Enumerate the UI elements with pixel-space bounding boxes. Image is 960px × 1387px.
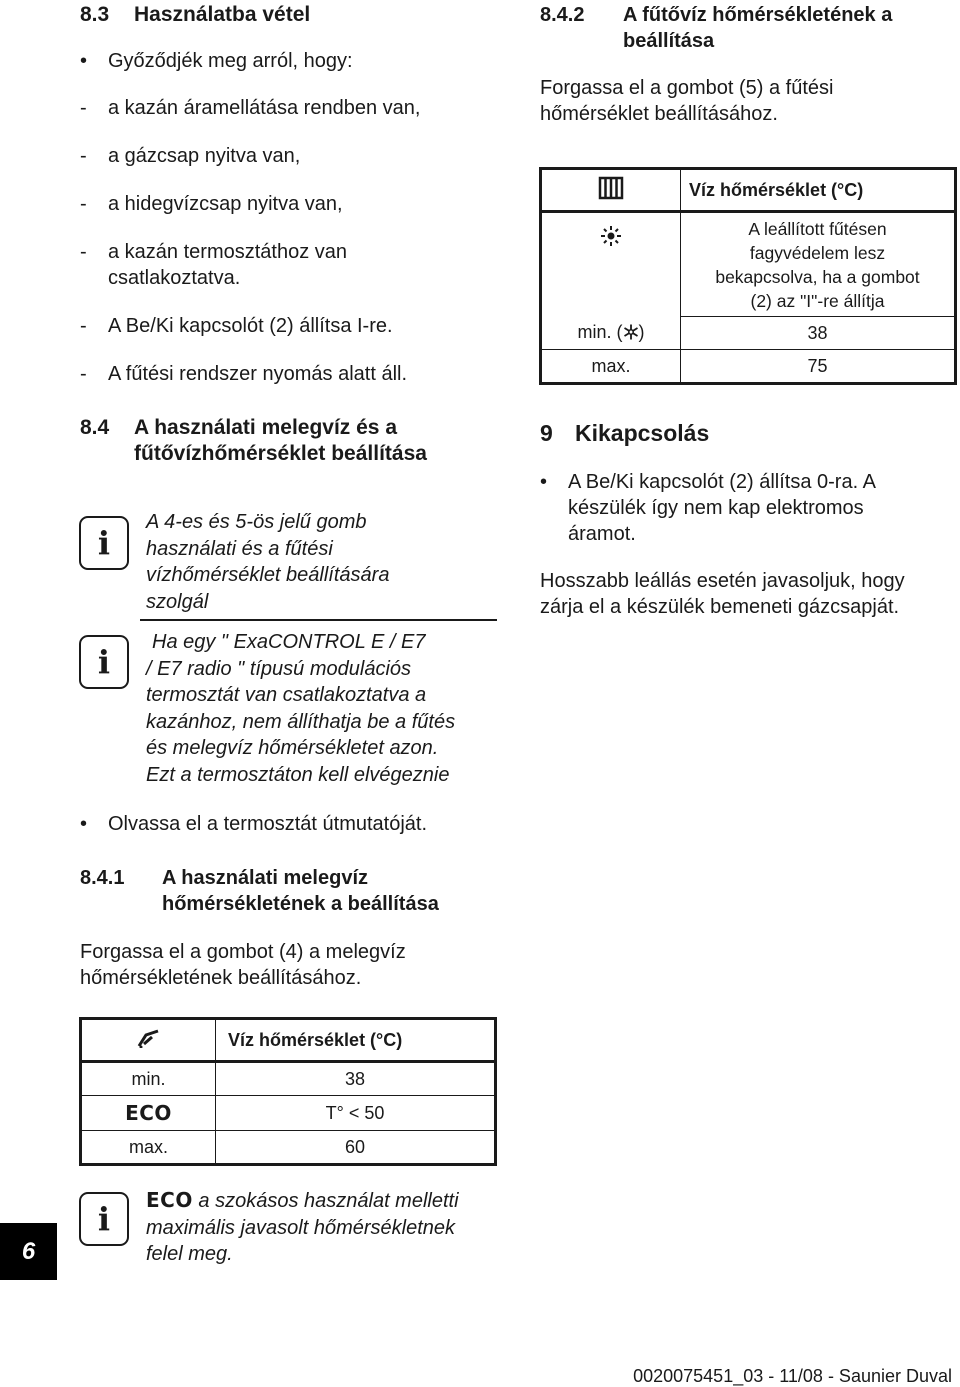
section-title: A használati melegvíz és a	[134, 416, 398, 439]
radiator-icon	[541, 169, 681, 212]
table-header-row	[81, 1019, 496, 1062]
divider	[140, 619, 497, 621]
checklist-item: - a kazán termosztáthoz van csatlakoztatva.	[80, 241, 348, 289]
section-8-4-2-heading	[540, 2, 960, 54]
eco-label: ECO	[81, 1096, 216, 1131]
sun-icon	[541, 212, 681, 317]
section-title: A fűtővíz hőmérsékletének a	[623, 4, 893, 26]
section-9-heading	[540, 420, 710, 446]
table-row	[81, 1096, 496, 1131]
document-footer: 0020075451_03 - 11/08 - Saunier Duval	[633, 1366, 952, 1386]
snowflake-icon	[623, 324, 639, 340]
table-cell: 38	[216, 1062, 496, 1096]
section-title: A használati melegvíz	[162, 867, 368, 889]
section-title: fűtővízhőmérséklet beállítása	[134, 442, 427, 465]
table-cell: min. ( )	[541, 317, 681, 350]
section-number: 8.3	[80, 3, 110, 26]
info-icon: i	[79, 1192, 129, 1246]
table-cell: 60	[216, 1131, 496, 1165]
dhw-temperature-table	[79, 1017, 497, 1166]
section-title: beállítása	[623, 30, 715, 52]
table-header: Víz hőmérséklet (°C)	[681, 169, 956, 212]
heating-temperature-table	[539, 167, 957, 385]
table-cell: min.	[81, 1062, 216, 1096]
table-cell: max.	[81, 1131, 216, 1165]
table-header: Víz hőmérséklet (°C)	[216, 1019, 496, 1062]
section-8-4-heading	[80, 415, 500, 467]
table-cell: 75	[681, 350, 956, 384]
info-note-thermostat: Ha egy " ExaCONTROL E / E7 / E7 radio " típusú modulációs termosztát van csatlakoztatva a kazánhoz, nem állíthatja be a fűtés és melegvíz hőmérsékletet azon. Ezt a termosztáton kell elvégeznie	[146, 631, 456, 786]
table-row	[81, 1131, 496, 1165]
section-title: Használatba vétel	[134, 3, 311, 26]
shutdown-bullet: • A Be/Ki kapcsolót (2) állítsa 0-ra. A készülék így nem kap elektromos áramot.	[540, 471, 876, 545]
dhw-paragraph: Forgassa el a gombot (4) a melegvíz hőmérsékletének beállításához.	[80, 941, 406, 989]
table-row	[541, 350, 956, 384]
info-note-knobs: A 4-es és 5-ös jelű gomb használati és a fűtési vízhőmérséklet beállítására szolgál	[146, 511, 390, 613]
table-header-row	[541, 169, 956, 212]
info-icon: i	[79, 635, 129, 689]
section-number: 8.4	[80, 416, 110, 439]
info-icon: i	[79, 516, 129, 570]
section-number: 9	[540, 420, 553, 446]
table-row	[541, 212, 956, 317]
table-cell: 38	[681, 317, 956, 350]
section-number: 8.4.2	[540, 4, 585, 26]
heating-paragraph: Forgassa el a gombot (5) a fűtési hőmérséklet beállításához.	[540, 77, 834, 125]
eco-note: ECO a szokásos használat melletti maximális javasolt hőmérsékletnek felel meg.	[146, 1188, 459, 1265]
table-cell: max.	[541, 350, 681, 384]
tap-icon	[81, 1019, 216, 1062]
section-title: hőmérsékletének a beállítása	[162, 893, 439, 915]
section-8-4-1-heading	[80, 865, 500, 917]
section-number: 8.4.1	[80, 867, 125, 889]
shutdown-paragraph: Hosszabb leállás esetén javasoljuk, hogy zárja el a készülék bemeneti gázcsapját.	[540, 570, 905, 618]
section-title: Kikapcsolás	[575, 420, 710, 446]
eco-label: ECO	[146, 1188, 193, 1212]
table-row	[541, 317, 956, 350]
table-row	[81, 1062, 496, 1096]
page-number: 6	[0, 1223, 57, 1280]
table-cell: T° < 50	[216, 1096, 496, 1131]
frost-protection-note: A leállított fűtésen fagyvédelem lesz bekapcsolva, ha a gombot (2) az "I"-re állítja	[681, 212, 956, 317]
section-8-3-heading	[80, 2, 311, 28]
